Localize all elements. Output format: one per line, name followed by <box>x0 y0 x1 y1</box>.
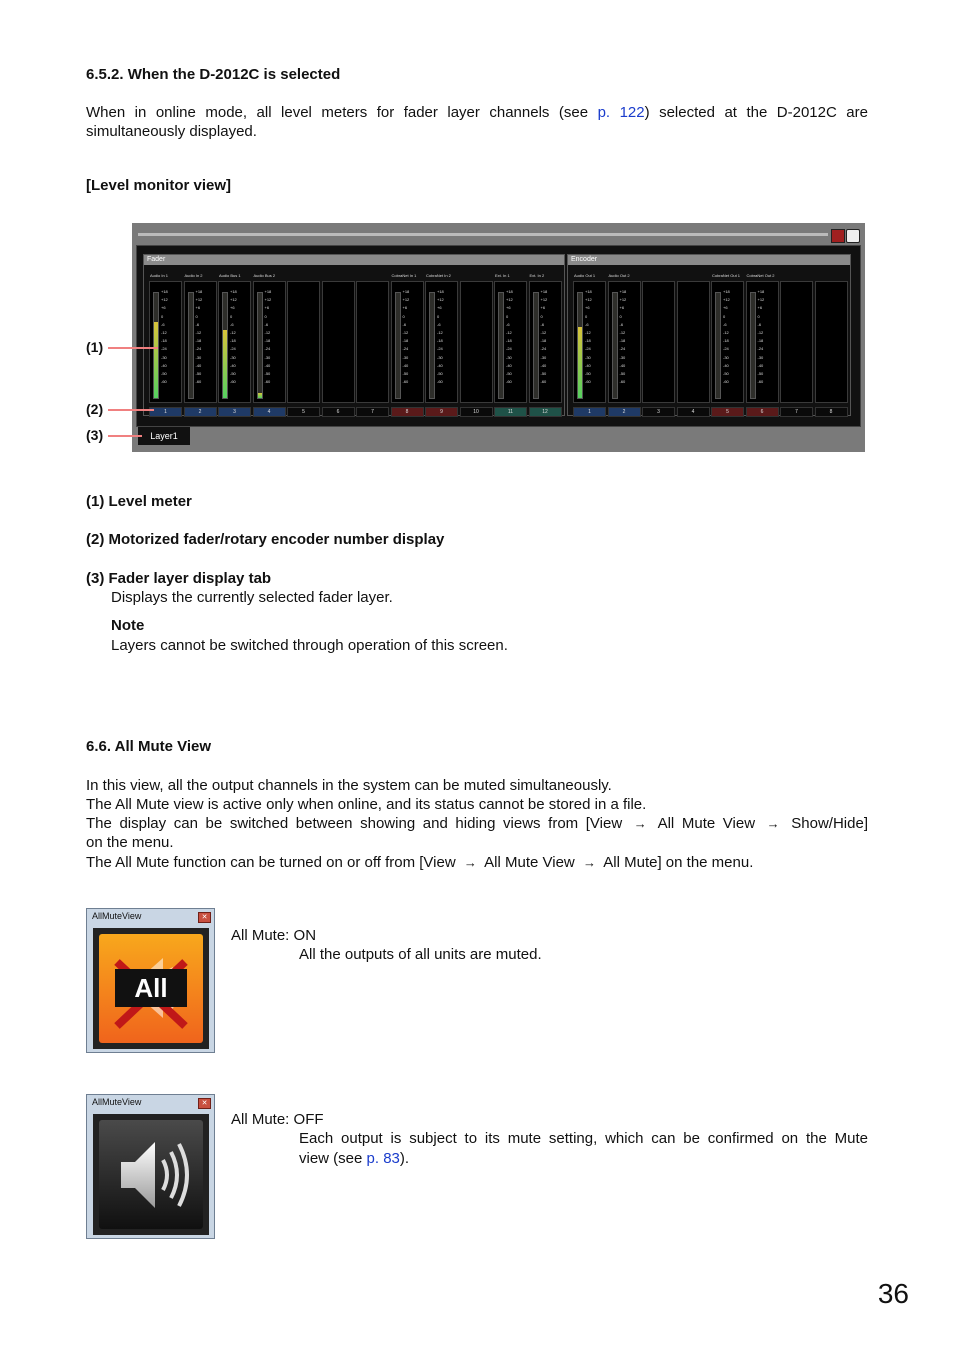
all-mute-line1: In this view, all the output channels in the system can be muted simultaneously. <box>86 777 612 794</box>
all-mute-line5 <box>86 853 753 873</box>
fader-number-display: 8 <box>391 407 424 417</box>
line3-a: The display can be switched between showing and hiding views from [View <box>86 815 623 832</box>
fader-strip <box>460 281 493 403</box>
fader-strip <box>287 281 320 403</box>
item-level-meter: (1) Level meter <box>86 493 192 510</box>
level-meter <box>533 292 539 399</box>
level-meter-fill <box>223 330 227 398</box>
encoder-number-display: 7 <box>780 407 813 417</box>
all-mute-line3 <box>86 814 868 834</box>
level-meter <box>222 292 228 399</box>
fader-strip <box>494 273 527 403</box>
intro-paragraph-line2: simultaneously displayed. <box>86 123 257 140</box>
all-mute-line4: on the menu. <box>86 834 174 851</box>
fader-strip <box>253 273 286 403</box>
meter-scale: +18 +12 +6 0 -6 -12 -18 -24 -30 -40 -50 -60 <box>619 289 627 385</box>
encoder-group-title: Encoder <box>568 255 850 265</box>
monitor-panel <box>136 245 861 427</box>
meter-scale: +18 +12 +6 0 -6 -12 -18 -24 -30 -40 -50 -60 <box>506 289 513 385</box>
channel-name: Audio Out 2 <box>608 273 630 278</box>
intro-text: When in online mode, all level meters for fader layer channels (see <box>86 104 589 121</box>
encoder-strip <box>573 273 606 403</box>
label: All Mute: <box>231 927 290 944</box>
arrow-icon: → <box>766 816 780 831</box>
encoder-number-display: 5 <box>711 407 744 417</box>
meter-scale: +18 +12 +6 0 -6 -12 -18 -24 -30 -40 -50 -60 <box>230 289 237 385</box>
fader-layer-tab[interactable]: Layer1 <box>138 427 190 445</box>
callout-1-line <box>108 347 158 349</box>
meter-scale: +18 +12 +6 0 -6 -12 -18 -24 -30 -40 -50 -60 <box>723 289 730 385</box>
encoder-strip <box>608 273 641 403</box>
all-mute-button[interactable] <box>93 1114 209 1235</box>
fader-number-display: 7 <box>356 407 389 417</box>
level-meter <box>498 292 504 399</box>
fader-group-title: Fader <box>144 255 564 265</box>
encoder-number-display: 4 <box>677 407 710 417</box>
level-meter <box>257 292 263 399</box>
meter-scale: +18 +12 +6 0 -6 -12 -18 -24 -30 -40 -50 -60 <box>540 289 548 385</box>
section-heading-all-mute: 6.6. All Mute View <box>86 738 212 755</box>
state: OFF <box>293 1111 324 1128</box>
level-meter <box>153 292 159 399</box>
arrow-icon: → <box>463 855 477 870</box>
white-button-icon[interactable] <box>846 229 860 243</box>
level-meter <box>188 292 194 399</box>
allmute-on-desc: All the outputs of all units are muted. <box>299 946 542 963</box>
fader-number-display: 12 <box>529 407 562 417</box>
arrow-icon: → <box>582 855 596 870</box>
fader-strip <box>184 273 217 403</box>
label: All Mute: <box>231 1111 290 1128</box>
level-meter-fill <box>154 322 158 398</box>
level-meter <box>612 292 618 399</box>
close-icon[interactable]: ✕ <box>198 912 211 923</box>
encoder-strip <box>642 281 675 403</box>
callout-2: (2) <box>86 401 104 417</box>
channel-name: Audio In 1 <box>150 273 169 278</box>
fader-number-display: 3 <box>218 407 251 417</box>
fader-strip <box>356 281 389 403</box>
meter-scale: +18 +12 +6 0 -6 -12 -18 -24 -30 -40 -50 -60 <box>195 289 203 385</box>
item-layer-tab: (3) Fader layer display tab <box>86 570 272 587</box>
level-meter-fill <box>578 327 582 398</box>
fader-number-display: 6 <box>322 407 355 417</box>
callout-1: (1) <box>86 339 104 355</box>
allmute-off-window <box>86 1094 215 1239</box>
allmute-on-window <box>86 908 215 1053</box>
callout-3: (3) <box>86 427 104 443</box>
encoder-group <box>567 254 851 416</box>
meter-scale: +18 +12 +6 0 -6 -12 -18 -24 -30 -40 -50 -60 <box>161 289 168 385</box>
note-title: Note <box>111 617 145 634</box>
fader-group <box>143 254 565 416</box>
fader-number-display: 9 <box>425 407 458 417</box>
item-number-display: (2) Motorized fader/rotary encoder number display <box>86 531 445 548</box>
window-title: AllMuteView <box>92 1097 142 1107</box>
allmute-off-label <box>231 1110 324 1130</box>
arrow-icon: → <box>633 816 647 831</box>
level-meter <box>429 292 435 399</box>
channel-name: Audio Bus 2 <box>253 273 276 278</box>
encoder-strip <box>815 281 848 403</box>
level-meter <box>395 292 401 399</box>
channel-name: CobraNet In 1 <box>391 273 417 278</box>
fader-number-display: 4 <box>253 407 286 417</box>
fader-number-display: 5 <box>287 407 320 417</box>
line5-c: All Mute] on the menu. <box>603 854 754 871</box>
fader-strip <box>391 273 424 403</box>
fader-strip <box>425 273 458 403</box>
meter-scale: +18 +12 +6 0 -6 -12 -18 -24 -30 -40 -50 -60 <box>264 289 272 385</box>
note-text: Layers cannot be switched through operation of this screen. <box>111 637 508 654</box>
allmute-off-desc: Each output is subject to its mute setting, which can be confirmed on the Mute <box>299 1130 868 1147</box>
desc-text: view (see <box>299 1150 363 1167</box>
encoder-number-display: 1 <box>573 407 606 417</box>
channel-name: Audio Out 1 <box>574 273 596 278</box>
fader-number-display: 2 <box>184 407 217 417</box>
fader-strip <box>218 273 251 403</box>
channel-name: CobraNet Out 1 <box>712 273 741 278</box>
channel-name: CobraNet Out 2 <box>746 273 775 278</box>
channel-name: Ext. In 1 <box>495 273 510 278</box>
encoder-strip <box>677 281 710 403</box>
page-number: 36 <box>877 1278 909 1309</box>
channel-name: CobraNet In 2 <box>426 273 451 278</box>
subheading-level-monitor: [Level monitor view] <box>86 177 232 194</box>
encoder-number-display: 3 <box>642 407 675 417</box>
meter-scale: +18 +12 +6 0 -6 -12 -18 -24 -30 -40 -50 -60 <box>437 289 444 385</box>
encoder-number-display: 6 <box>746 407 779 417</box>
level-meter <box>750 292 756 399</box>
intro-paragraph-line1 <box>86 103 868 123</box>
section-heading: 6.5.2. When the D-2012C is selected <box>86 66 341 83</box>
desc-text-end: ). <box>399 1150 410 1167</box>
meter-scale: +18 +12 +6 0 -6 -12 -18 -24 -30 -40 -50 -60 <box>757 289 765 385</box>
speaker-icon <box>99 1120 203 1229</box>
encoder-strip <box>711 273 744 403</box>
allmute-off-desc2 <box>299 1149 409 1169</box>
meter-scale: +18 +12 +6 0 -6 -12 -18 -24 -30 -40 -50 -60 <box>402 289 410 385</box>
intro-text-cont: ) selected at the D-2012C are <box>644 104 868 121</box>
state: ON <box>293 927 317 944</box>
level-meter <box>715 292 721 399</box>
callout-3-line <box>108 435 142 437</box>
fader-strip <box>322 281 355 403</box>
fader-number-display: 11 <box>494 407 527 417</box>
encoder-number-display: 8 <box>815 407 848 417</box>
channel-name: Audio Bus 1 <box>219 273 241 278</box>
line3-b: All Mute View <box>657 815 756 832</box>
all-mute-on-tile <box>99 934 203 1043</box>
meter-scale: +18 +12 +6 0 -6 -12 -18 -24 -30 -40 -50 -60 <box>585 289 592 385</box>
window-topbar <box>138 233 828 236</box>
all-mute-line2: The All Mute view is active only when online, and its status cannot be stored in a file. <box>86 796 647 813</box>
encoder-strip <box>780 281 813 403</box>
fader-number-display: 10 <box>460 407 493 417</box>
all-mute-off-tile <box>99 1120 203 1229</box>
encoder-strip <box>746 273 779 403</box>
window-title: AllMuteView <box>92 911 142 921</box>
channel-name: Ext. In 2 <box>529 273 545 278</box>
all-label: All <box>115 969 187 1007</box>
channel-name: Audio In 2 <box>184 273 203 278</box>
encoder-number-display: 2 <box>608 407 641 417</box>
item-layer-tab-desc: Displays the currently selected fader layer. <box>111 589 393 606</box>
fader-number-display: 1 <box>149 407 182 417</box>
page-link-122[interactable]: p. 122 <box>597 104 645 121</box>
page-link-83[interactable]: p. 83 <box>366 1150 400 1167</box>
close-icon[interactable]: ✕ <box>198 1098 211 1109</box>
callout-2-line <box>108 409 154 411</box>
level-meter-fill <box>258 393 262 398</box>
all-mute-button[interactable] <box>93 928 209 1049</box>
level-meter <box>577 292 583 399</box>
line3-c: Show/Hide] <box>791 815 868 832</box>
allmute-on-label <box>231 926 316 946</box>
line5-a: The All Mute function can be turned on or off from [View <box>86 854 456 871</box>
line5-b: All Mute View <box>484 854 575 871</box>
fader-strip <box>529 273 562 403</box>
red-button-icon[interactable] <box>831 229 845 243</box>
fader-strip <box>149 273 182 403</box>
level-monitor-screenshot <box>132 223 865 452</box>
